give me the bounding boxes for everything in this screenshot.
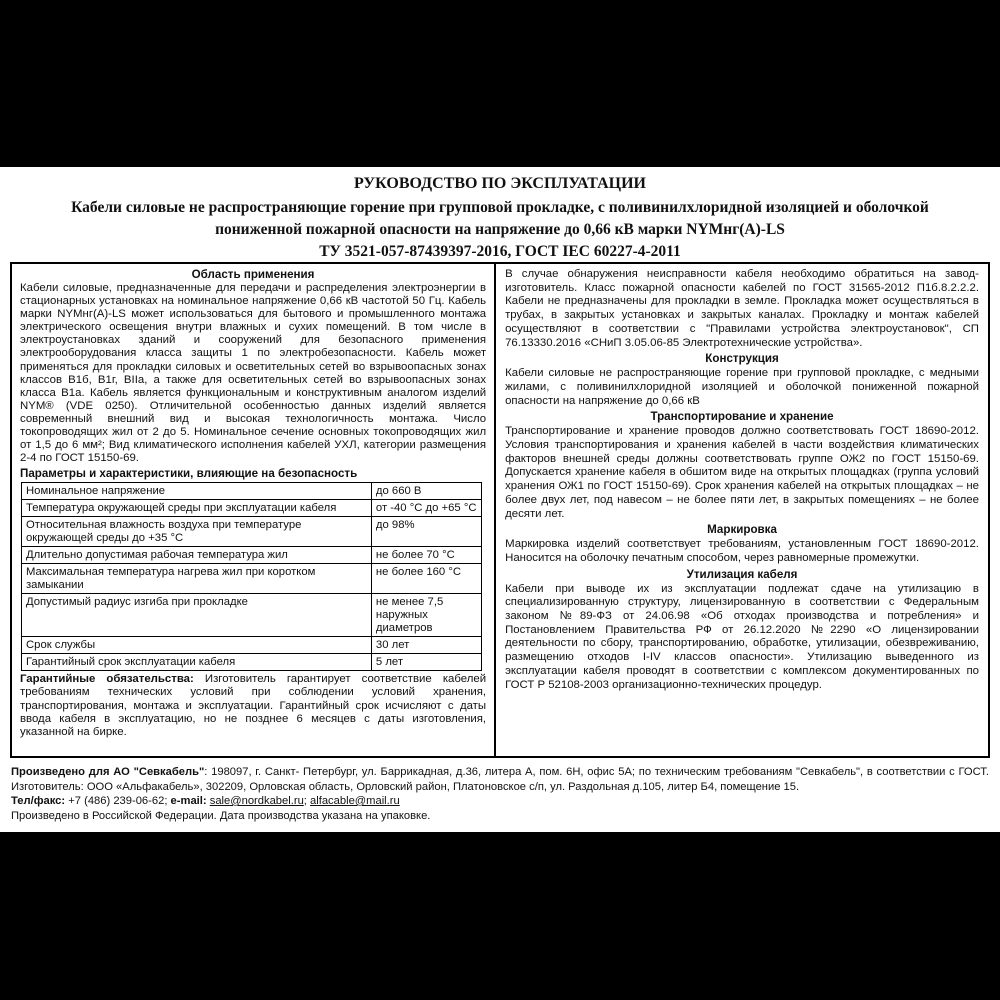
document-header xyxy=(0,167,1000,262)
value-cell: не более 160 °С xyxy=(371,564,482,594)
made-in-line: Произведено в Российской Федерации. Дата производства указана на упаковке. xyxy=(11,809,431,822)
param-cell: Гарантийный срок эксплуатации кабеля xyxy=(22,654,372,671)
section-heading-transport-storage: Транспортирование и хранение xyxy=(650,410,834,424)
standards-line: ТУ 3521-057-87439397-2016, ГОСТ IEC 60227-4-2011 xyxy=(319,243,681,260)
application-paragraph: Кабели силовые, предназначенные для передачи и распределения электроэнергии в стационарных установках на номинальное напряжение 0,66 кВ частотой 50 Гц. Кабель марки NYMнг(А)-LS может использоваться для бытового и промышленного монтажа электрического освещения внутри влажных и сухих помещений. В том числе в электроустановках зданий и сооружений для безопасного применения электрооборудования класса защиты 1 по электробезопасности. Кабель может применяться для прокладки силовых и осветительных сетей во взрывоопасных зонах классов В1б, В1г, ВIIа, а также для осветительных сетей во взрывоопасных зонах класса В1а. Кабель является функциональным и конструктивным аналогом изделий NYM® (VDE 0250). Отличительной особенностью данных изделий является современный внешний вид и высокая технологичность монтажа. Число токопроводящих жил от 2 до 5. Номинальное сечение основных токопроводящих жил от 1,5 до 6 мм²; Вид климатического исполнения кабелей УХЛ, категории размещения 2-4 по ГОСТ 15150-69. xyxy=(20,282,487,465)
param-cell: Срок службы xyxy=(22,637,372,654)
top-black-bar xyxy=(0,0,1000,167)
produced-for-text: : 198097, г. Санкт- Петербург, ул. Баррикадная, д.36, литера А, пом. 6Н, офис 5А; по техническим требованиям "Севкабель", в соответствии с ГОСТ. Изготовитель: ООО «Альфакабель», 302209, Орловская область, Орловский район, Платоновское с/п, ул. Раздольная д.105, литер Б4, помещение 15. xyxy=(11,766,989,793)
param-cell: Температура окружающей среды при эксплуатации кабеля xyxy=(22,500,372,517)
param-cell: Длительно допустимая рабочая температура жил xyxy=(22,547,372,564)
section-heading-construction: Конструкция xyxy=(705,352,779,366)
value-cell: не более 70 °С xyxy=(371,547,482,564)
table-row xyxy=(22,500,482,517)
warranty-lead: Гарантийные обязательства: xyxy=(20,673,194,686)
phone-number: +7 (486) 239-06-62; xyxy=(65,795,171,807)
table-row xyxy=(22,637,482,654)
produced-for-paragraph xyxy=(11,765,989,794)
content-box xyxy=(10,262,990,758)
param-cell: Допустимый радиус изгиба при прокладке xyxy=(22,594,372,637)
page-title: РУКОВОДСТВО ПО ЭКСПЛУАТАЦИИ xyxy=(354,175,646,192)
table-row xyxy=(22,594,482,637)
parameters-table xyxy=(21,482,482,671)
section-heading-disposal: Утилизация кабеля xyxy=(686,567,798,581)
bottom-black-bar xyxy=(0,832,1000,1000)
value-cell: не менее 7,5 наружных диаметров xyxy=(371,594,482,637)
table-row xyxy=(22,564,482,594)
construction-paragraph: Кабели силовые не распространяющие горение при групповой прокладке, с медными жилами, с поливинилхлоридной изоляцией и оболочкой пониженной пожарной опасности на напряжение до 0,66 кВ xyxy=(505,367,979,407)
value-cell: до 98% xyxy=(371,517,482,547)
email-link-alfacable[interactable]: alfacable@mail.ru xyxy=(310,795,400,807)
section-heading-application: Область применения xyxy=(191,268,315,281)
email-label: e-mail: xyxy=(170,795,207,807)
value-cell: от -40 °С до +65 °С xyxy=(371,500,482,517)
contacts-line xyxy=(11,794,989,809)
document-page xyxy=(0,167,1000,832)
table-row xyxy=(22,654,482,671)
param-cell: Номинальное напряжение xyxy=(22,483,372,500)
table-row xyxy=(22,517,482,547)
email-link-sale[interactable]: sale@nordkabel.ru xyxy=(209,795,304,807)
disposal-paragraph: Кабели при выводе их из эксплуатации подлежат сдаче на утилизацию в специализированную структуру, лицензированную в соответствии с Федеральным законом №89-ФЗ от 24.06.98 «Об отходах производства и потребления» и Постановлением Правительства РФ от 26.12.2020 №2290 «О лицензировании деятельности по сбору, транспортированию, обработке, утилизации, обезвреживанию, размещению отходов I-IV классов опасности». Утилизацию выведенного из эксплуатации кабеля проводят в соответствии с комплексом документированных по ГОСТ Р 52108-2003 организационно-технических процедур. xyxy=(505,582,979,691)
document-subtitle: Кабели силовые не распространяющие горение при групповой прокладке, с поливинилхлоридной изоляцией и оболочкой пониженной пожарной опасности на напряжение до 0,66 кВ марки NYMнг(А)-LS xyxy=(71,199,929,238)
table-row xyxy=(22,547,482,564)
right-column xyxy=(496,264,988,756)
fault-paragraph: В случае обнаружения неисправности кабеля необходимо обратиться на завод-изготовитель. Класс пожарной опасности кабелей по ГОСТ 31565-2012 П1б.8.2.2.2. Кабели не предназначены для прокладки в земле. Прокладка может осуществляться в трубах, в закрытых установках и закрытых каналах. Прокладку и монтаж кабелей осуществляют в соответствии с "Правилами устройства электроустановок", СП 76.13330.2016 «СНиП 3.05.06-85 Электротехнические устройства». xyxy=(505,268,979,349)
phone-label: Тел/факс: xyxy=(11,795,66,807)
marking-paragraph: Маркировка изделий соответствует требованиям, установленным ГОСТ 18690-2012. Наносится на оболочку печатным способом, через равномерные промежутки. xyxy=(505,538,979,564)
left-column xyxy=(12,264,496,756)
section-heading-marking: Маркировка xyxy=(707,523,777,537)
table-row xyxy=(22,483,482,500)
warranty-text: Изготовитель гарантирует соответствие кабелей требованиям технических условий при соблюдении условий хранения, транспортирования, монтажа и эксплуатации. Гарантийный срок исчисляют с даты ввода кабеля в эксплуатацию, но не позднее 6 месяцев с даты изготовления, указанной на бирке. xyxy=(20,673,487,738)
document-footer xyxy=(11,765,989,823)
transport-storage-paragraph: Транспортирование и хранение проводов должно соответствовать ГОСТ 18690-2012. Условия транспортирования и хранения кабелей в части воздействия климатических факторов внешней среды должны соответствовать группе ОЖ2 по ГОСТ 15150-69. Допускается хранение кабеля в обшитом виде на открытых площадках (группа условий хранения ОЖ1 по ГОСТ 15150-69). Срок хранения кабелей на открытых площадках – не более двух лет, под навесом – не более пяти лет, в закрытых помещениях – не более десяти лет. xyxy=(505,425,979,520)
param-cell: Относительная влажность воздуха при температуре окружающей среды до +35 °С xyxy=(22,517,372,547)
produced-for-lead: Произведено для АО "Севкабель" xyxy=(11,766,205,778)
value-cell: 30 лет xyxy=(371,637,482,654)
param-cell: Максимальная температура нагрева жил при коротком замыкании xyxy=(22,564,372,594)
warranty-paragraph xyxy=(20,673,486,738)
email-separator: ; xyxy=(303,795,311,807)
value-cell: до 660 В xyxy=(371,483,482,500)
value-cell: 5 лет xyxy=(371,654,482,671)
parameters-table-heading: Параметры и характеристики, влияющие на безопасность xyxy=(20,467,358,481)
